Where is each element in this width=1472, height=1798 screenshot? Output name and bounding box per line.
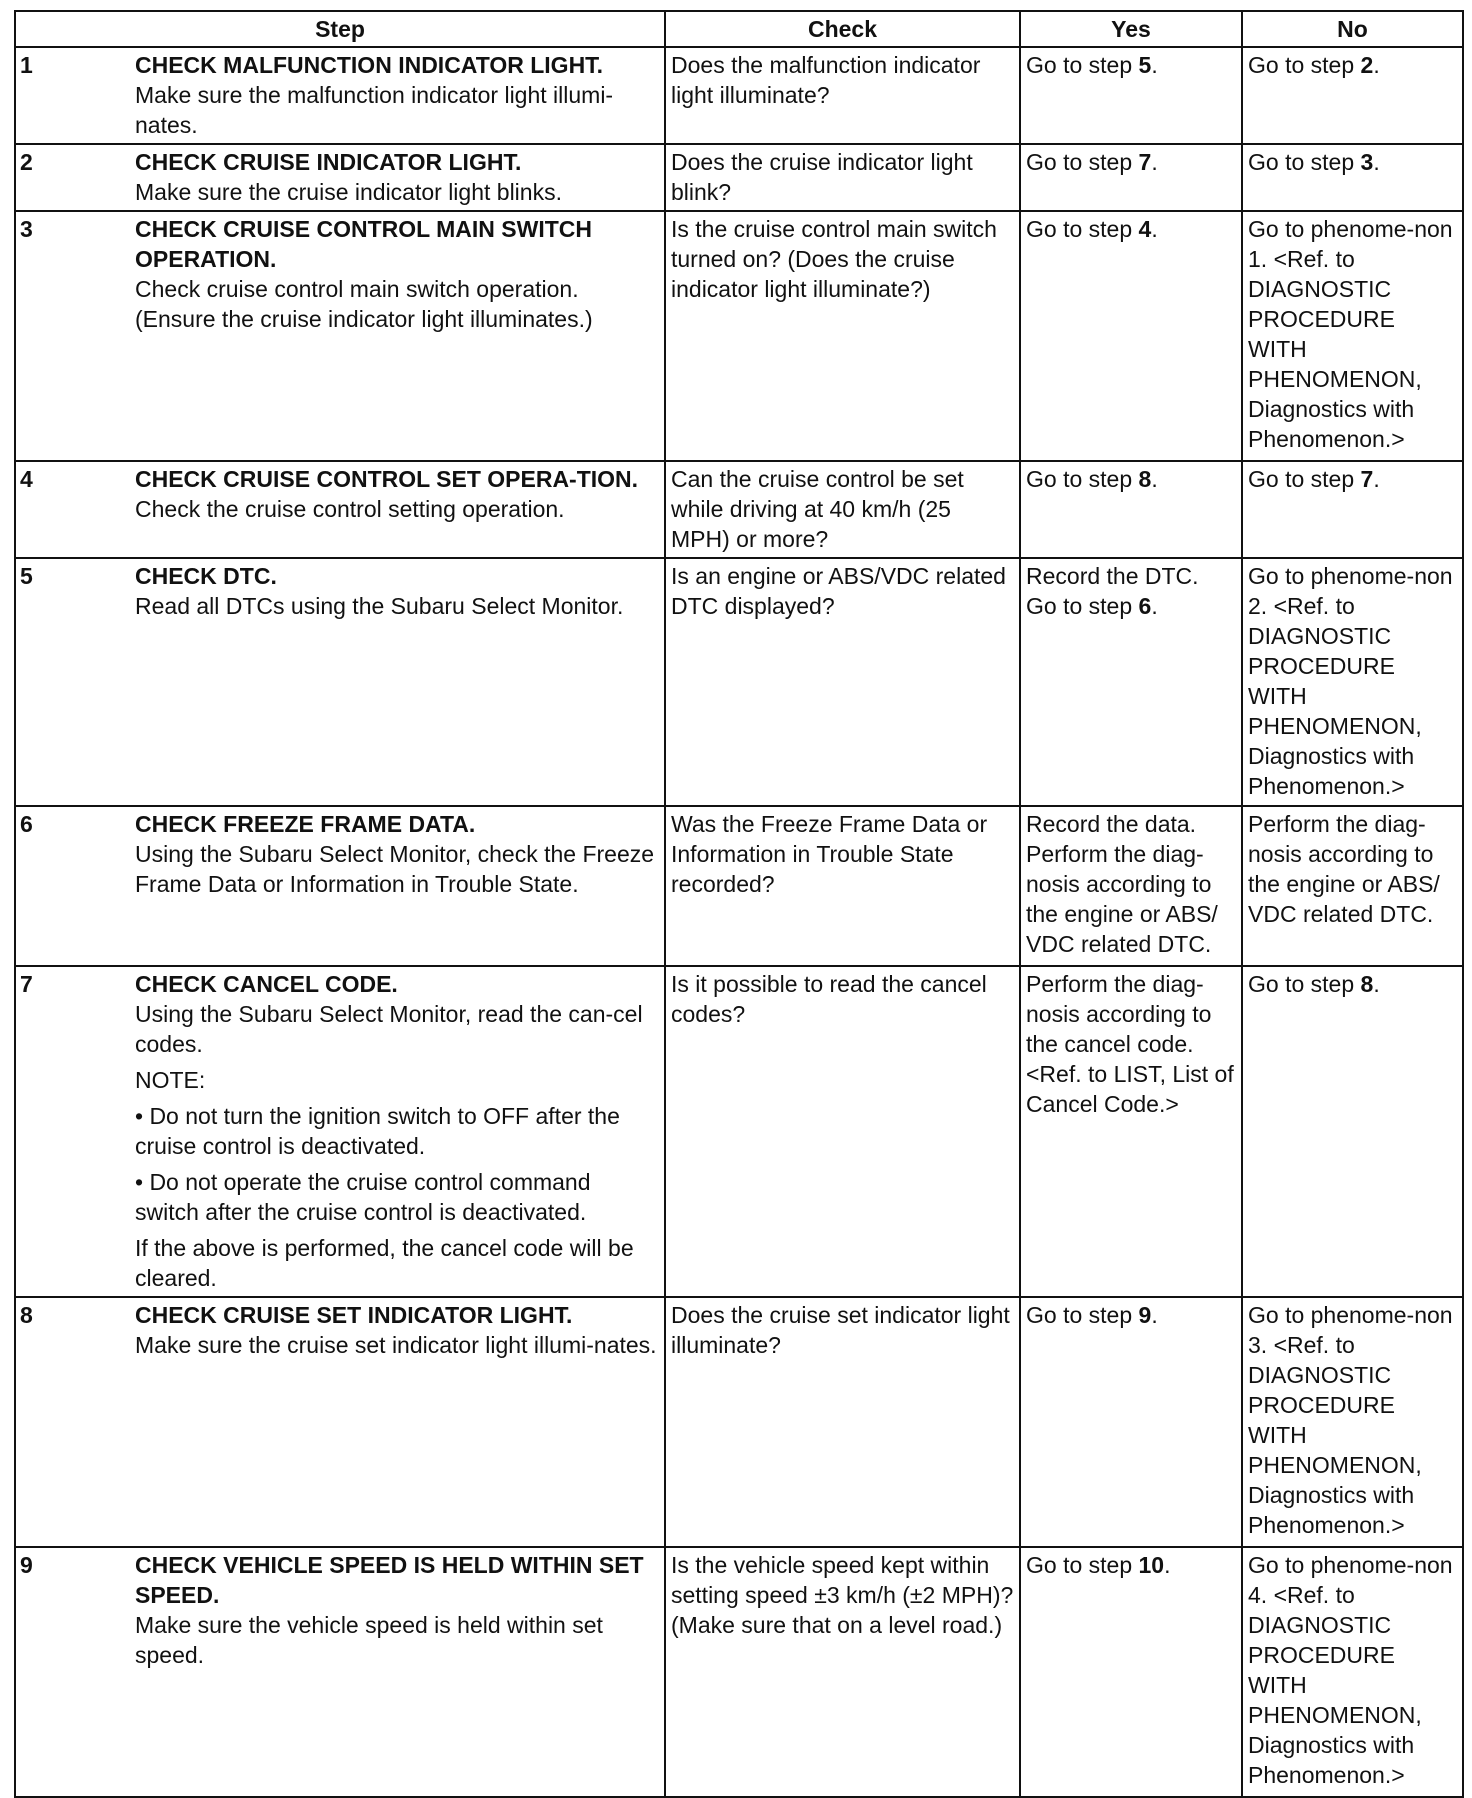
check-cell: Is the vehicle speed kept within setting speed ±3 km/h (±2 MPH)? (Make sure that on a level road.)	[665, 1547, 1020, 1797]
step-title: CHECK CRUISE INDICATOR LIGHT.	[135, 149, 522, 175]
no-cell: Go to step 3.	[1242, 144, 1463, 211]
table-row	[15, 1547, 1463, 1797]
step-title: CHECK CRUISE SET INDICATOR LIGHT.	[135, 1302, 573, 1328]
check-cell: Does the malfunction indicator light illuminate?	[665, 47, 1020, 144]
check-cell: Is it possible to read the cancel codes?	[665, 966, 1020, 1297]
step-cell	[135, 144, 665, 211]
no-cell: Perform the diag-nosis according to the engine or ABS/ VDC related DTC.	[1242, 806, 1463, 966]
step-title: CHECK FREEZE FRAME DATA.	[135, 811, 476, 837]
no-cell: Go to phenome-non 4. <Ref. to DIAGNOSTIC PROCEDURE WITH PHENOMENON, Diagnostics with Phenomenon.>	[1242, 1547, 1463, 1797]
check-cell: Is the cruise control main switch turned on? (Does the cruise indicator light illuminate?)	[665, 211, 1020, 461]
no-cell: Go to step 2.	[1242, 47, 1463, 144]
no-step-ref: 7	[1360, 466, 1374, 492]
header-check: Check	[665, 11, 1020, 47]
check-cell: Was the Freeze Frame Data or Information in Trouble State recorded?	[665, 806, 1020, 966]
step-description: Read all DTCs using the Subaru Select Monitor.	[135, 593, 624, 619]
yes-cell: Go to step 4.	[1020, 211, 1242, 461]
step-description: Check the cruise control setting operation.	[135, 496, 565, 522]
yes-cell: Record the DTC. Go to step 6.	[1020, 558, 1242, 806]
step-description: Using the Subaru Select Monitor, check the Freeze Frame Data or Information in Trouble State.	[135, 841, 655, 897]
yes-cell: Go to step 5.	[1020, 47, 1242, 144]
step-number: 4	[15, 461, 135, 558]
step-number: 2	[15, 144, 135, 211]
check-cell: Does the cruise indicator light blink?	[665, 144, 1020, 211]
table-row	[15, 806, 1463, 966]
yes-step-ref: 7	[1138, 149, 1152, 175]
note-label: NOTE:	[135, 1067, 206, 1093]
check-cell: Can the cruise control be set while driving at 40 km/h (25 MPH) or more?	[665, 461, 1020, 558]
check-cell: Does the cruise set indicator light illuminate?	[665, 1297, 1020, 1547]
table-row	[15, 1297, 1463, 1547]
yes-step-ref: 10	[1138, 1552, 1165, 1578]
step-cell	[135, 966, 665, 1297]
table-row	[15, 144, 1463, 211]
note-bullet: • Do not turn the ignition switch to OFF after the cruise control is deactivated.	[135, 1103, 620, 1159]
yes-record-text: Record the DTC.	[1026, 563, 1199, 589]
yes-step-ref: 5	[1138, 52, 1152, 78]
yes-cell: Record the data. Perform the diag-nosis according to the engine or ABS/ VDC related DTC.	[1020, 806, 1242, 966]
diagnostic-table	[14, 10, 1464, 1798]
step-number: 9	[15, 1547, 135, 1797]
yes-step-ref: 6	[1138, 593, 1152, 619]
step-number: 7	[15, 966, 135, 1297]
header-row	[15, 11, 1463, 47]
table-row	[15, 47, 1463, 144]
step-title: CHECK CANCEL CODE.	[135, 971, 398, 997]
no-step-ref: 2	[1360, 52, 1374, 78]
step-number: 6	[15, 806, 135, 966]
step-title: CHECK MALFUNCTION INDICATOR LIGHT.	[135, 52, 604, 78]
step-description: Make sure the cruise indicator light blinks.	[135, 179, 562, 205]
note-after: If the above is performed, the cancel code will be cleared.	[135, 1235, 634, 1291]
no-step-ref: 3	[1360, 149, 1374, 175]
yes-step-ref: 4	[1138, 216, 1152, 242]
step-number: 5	[15, 558, 135, 806]
no-cell: Go to phenome-non 1. <Ref. to DIAGNOSTIC PROCEDURE WITH PHENOMENON, Diagnostics with Phenomenon.>	[1242, 211, 1463, 461]
step-cell	[135, 211, 665, 461]
yes-cell: Go to step 7.	[1020, 144, 1242, 211]
check-cell: Is an engine or ABS/VDC related DTC displayed?	[665, 558, 1020, 806]
step-description: Using the Subaru Select Monitor, read the can-cel codes.	[135, 1001, 643, 1057]
yes-step-ref: 8	[1138, 466, 1152, 492]
yes-cell: Go to step 10.	[1020, 1547, 1242, 1797]
table-row	[15, 558, 1463, 806]
step-description: Check cruise control main switch operation. (Ensure the cruise indicator light illuminates.)	[135, 276, 593, 332]
step-cell	[135, 461, 665, 558]
step-cell	[135, 1297, 665, 1547]
step-title: CHECK CRUISE CONTROL SET OPERA-TION.	[135, 466, 639, 492]
step-title: CHECK CRUISE CONTROL MAIN SWITCH OPERATION.	[135, 216, 593, 272]
step-description: Make sure the cruise set indicator light illumi-nates.	[135, 1332, 657, 1358]
step-cell	[135, 806, 665, 966]
no-cell: Go to step 8.	[1242, 966, 1463, 1297]
step-cell	[135, 558, 665, 806]
step-title: CHECK VEHICLE SPEED IS HELD WITHIN SET SPEED.	[135, 1552, 644, 1608]
header-yes: Yes	[1020, 11, 1242, 47]
yes-cell: Go to step 8.	[1020, 461, 1242, 558]
table-row	[15, 211, 1463, 461]
header-step: Step	[15, 11, 665, 47]
yes-cell: Go to step 9.	[1020, 1297, 1242, 1547]
yes-cell: Perform the diag-nosis according to the cancel code. <Ref. to LIST, List of Cancel Code.>	[1020, 966, 1242, 1297]
no-step-ref: 8	[1360, 971, 1374, 997]
header-no: No	[1242, 11, 1463, 47]
yes-step-ref: 9	[1138, 1302, 1152, 1328]
table-row	[15, 461, 1463, 558]
step-description: Make sure the vehicle speed is held within set speed.	[135, 1612, 603, 1668]
step-number: 3	[15, 211, 135, 461]
no-cell: Go to phenome-non 2. <Ref. to DIAGNOSTIC PROCEDURE WITH PHENOMENON, Diagnostics with Phenomenon.>	[1242, 558, 1463, 806]
no-cell: Go to step 7.	[1242, 461, 1463, 558]
table-row	[15, 966, 1463, 1297]
step-number: 1	[15, 47, 135, 144]
note-bullet: • Do not operate the cruise control command switch after the cruise control is deactivated.	[135, 1169, 591, 1225]
step-number: 8	[15, 1297, 135, 1547]
step-title: CHECK DTC.	[135, 563, 277, 589]
step-cell	[135, 1547, 665, 1797]
step-cell	[135, 47, 665, 144]
no-cell: Go to phenome-non 3. <Ref. to DIAGNOSTIC PROCEDURE WITH PHENOMENON, Diagnostics with Phenomenon.>	[1242, 1297, 1463, 1547]
step-description: Make sure the malfunction indicator light illumi-nates.	[135, 82, 614, 138]
